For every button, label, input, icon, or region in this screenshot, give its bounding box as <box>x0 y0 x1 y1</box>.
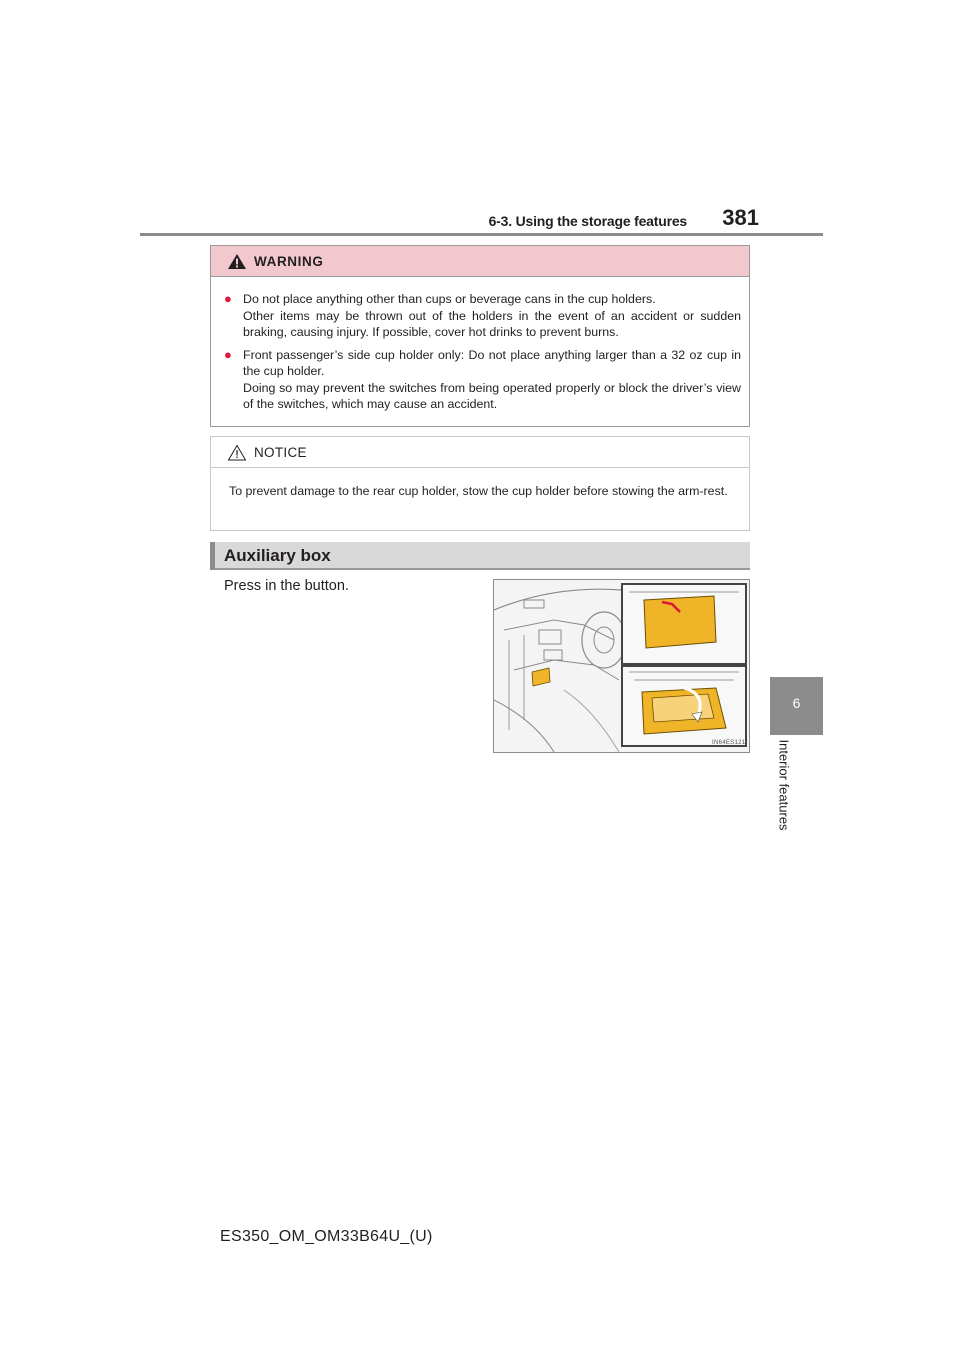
notice-text: To prevent damage to the rear cup holder, stow the cup holder before stowing the arm-rest. <box>229 484 728 498</box>
warning-bullet <box>222 291 741 341</box>
section-title: 6-3. Using the storage features <box>488 213 687 229</box>
warning-bullet-line: Front passenger’s side cup holder only: Do not place anything larger than a 32 oz cup in the cup holder. <box>243 347 741 378</box>
bullet-dot-icon: ● <box>224 346 232 362</box>
auxiliary-box-heading <box>210 542 750 570</box>
bullet-dot-icon: ● <box>224 291 232 306</box>
warning-title: WARNING <box>254 254 324 269</box>
instruction-text: Press in the button. <box>224 578 349 594</box>
warning-box <box>210 245 750 427</box>
auxiliary-box-illustration <box>493 579 750 753</box>
page-number: 381 <box>722 205 759 230</box>
heading-accent-bar <box>210 542 215 570</box>
warning-triangle-icon <box>227 253 247 270</box>
dashboard-illustration <box>494 580 749 752</box>
auxiliary-box-title: Auxiliary box <box>224 546 331 565</box>
chapter-number: 6 <box>792 695 801 711</box>
document-code: ES350_OM_OM33B64U_(U) <box>220 1228 433 1245</box>
figure-code: IN64ES121 <box>712 740 746 746</box>
chapter-tab <box>770 677 823 735</box>
page-header <box>140 203 823 236</box>
warning-bullet <box>222 347 741 413</box>
warning-bullet-line: Doing so may prevent the switches from being operated properly or block the driver’s view of the switches, which may cause an accident. <box>243 380 741 411</box>
notice-triangle-icon <box>227 444 247 461</box>
notice-box <box>210 436 750 531</box>
chapter-side-label <box>776 740 792 842</box>
warning-body <box>211 277 749 413</box>
notice-title: NOTICE <box>254 445 307 460</box>
warning-bullet-line: Do not place anything other than cups or beverage cans in the cup holders. <box>243 292 656 306</box>
chapter-title: Interior features <box>776 739 792 831</box>
notice-header <box>211 437 749 468</box>
warning-bullet-line: Other items may be thrown out of the holders in the event of an accident or sudden braking, causing injury. If possible, cover hot drinks to prevent burns. <box>243 308 741 339</box>
warning-header <box>211 246 749 277</box>
